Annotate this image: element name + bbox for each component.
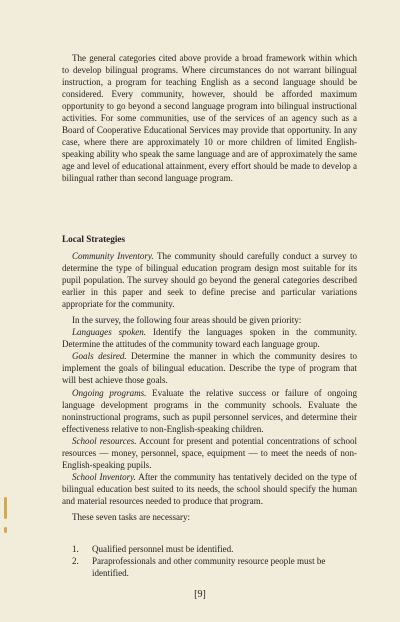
section-heading: Local Strategies [62, 234, 126, 244]
task-list [62, 543, 357, 579]
survey-intro: In the survey, the following four areas should be given priority: [72, 315, 302, 326]
area-lead: School resources. [72, 435, 137, 446]
task-text: Qualified personnel must be identified. [92, 544, 234, 554]
tasks-intro: These seven tasks are necessary: [72, 511, 191, 522]
task-item [62, 543, 357, 555]
area-lead: Goals desired. [72, 351, 127, 362]
area-text: Identify the languages spoken in the community. Determine the attitudes of the community toward each language group. [62, 327, 357, 350]
task-text: Paraprofessionals and other community resource people must be identified. [92, 556, 326, 578]
page-edge-mark [4, 527, 7, 533]
area-text: Evaluate the relative success or failure of ongoing language development programs in the community schools. Evaluate the noninstructional programs, such as pupil personnel services, and determine their effectiveness relative to non-English-speaking children. [62, 387, 357, 434]
area-text: Determine the manner in which the community desires to implement the goals of bilingual education. Describe the type of program that will best achieve those goals. [62, 351, 357, 386]
page-number: [9] [194, 589, 206, 600]
intro-paragraph: The general categories cited above provide a broad framework within which to develop bilingual programs. Where circumstances do not warrant bilingual instruction, a program for teaching English as a second language should be considered. Every community, however, should be afforded maximum opportunity to go beyond a second language program into bilingual instructional activities. For some communities, use of the services of an agency such as a Board of Cooperative Educational Services may provide that opportunity. In any case, where there are approximately 10 or more children of limited English-speaking ability who speak the same language and are of approximately the same age and level of educational attainment, every effort should be made to develop a bilingual rather than second language program. [62, 53, 357, 184]
area-item [62, 435, 357, 471]
community-inventory-lead: Community Inventory. [72, 251, 154, 261]
community-inventory-paragraph [62, 250, 357, 310]
area-item [62, 387, 357, 435]
area-text: Account for present and potential concentrations of school resources — money, personnel, space, equipment — to meet the needs of non-English-speaking pupils. [62, 435, 358, 470]
area-lead: Languages spoken. [72, 327, 147, 338]
area-lead: Ongoing programs. [72, 387, 147, 398]
school-inventory-lead: School Inventory. [72, 471, 136, 482]
intro-section [62, 52, 357, 185]
school-inventory-text: After the community has tentatively decided on the type of bilingual education best suited to its needs, the school should specify the human and material resources needed to produce that program. [62, 471, 357, 506]
strategies-section [62, 250, 357, 523]
community-inventory-text: The community should carefully conduct a survey to determine the type of bilingual education program design most suitable for its pupil population. The survey should go beyond the general categories described earlier in this paper and seek to define precise and particular variations appropriate for the community. [62, 251, 358, 310]
task-number: 1. [72, 544, 79, 554]
task-item [62, 555, 357, 579]
page-edge-mark [4, 497, 7, 519]
area-item [62, 350, 357, 386]
task-number: 2. [72, 556, 79, 566]
area-item [62, 326, 357, 350]
school-inventory-paragraph [62, 471, 357, 507]
